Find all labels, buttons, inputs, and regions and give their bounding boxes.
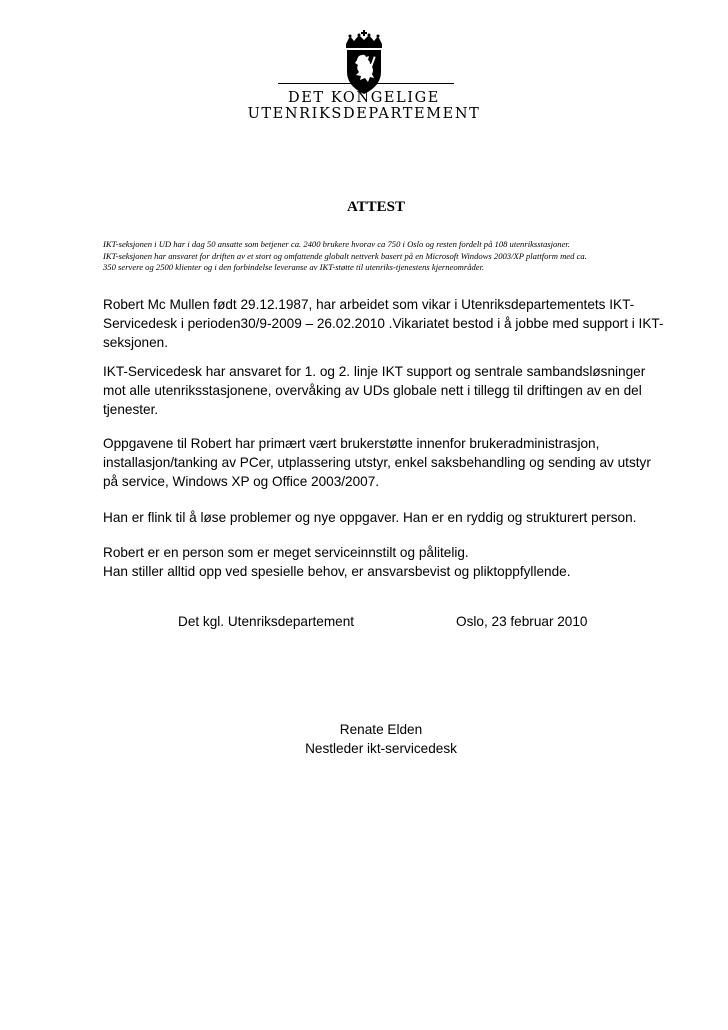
intro-line: 350 servere og 2500 klienter og i den forbindelse leveranse av IKT-støtte til utenriks-tjenestens kjerneområder.	[103, 262, 485, 272]
sender-name: Det kgl. Utenriksdepartement	[178, 614, 355, 629]
paragraph-line: mot alle utenriksstasjonene, overvåking av UDs globale nett i tillegg til driftingen av en del	[103, 383, 642, 398]
paragraph-character	[103, 543, 673, 581]
org-name-line-2: UTENRIKSDEPARTEMENT	[247, 106, 481, 122]
paragraph-tasks	[103, 434, 673, 491]
paragraph-line: installasjon/tanking av PCer, utplassering utstyr, enkel saksbehandling og sending av utstyr	[103, 455, 651, 470]
paragraph-line: tjenester.	[103, 402, 159, 417]
document-title: ATTEST	[346, 199, 406, 215]
paragraph-employment	[103, 295, 673, 352]
paragraph-line: på service, Windows XP og Office 2003/2007.	[103, 474, 380, 489]
paragraph-servicedesk	[103, 362, 673, 419]
paragraph-line: Han stiller alltid opp ved spesielle behov, er ansvarsbevist og pliktoppfyllende.	[103, 564, 571, 579]
paragraph-line: IKT-Servicedesk har ansvaret for 1. og 2. linje IKT support og sentrale sambandsløsninger	[103, 364, 646, 379]
signature-block	[0, 720, 728, 758]
paragraph-line: Servicedesk i perioden30/9-2009 – 26.02.2010 .Vikariatet bestod i å jobbe med support i IKT-	[103, 316, 664, 331]
letterhead-rule	[278, 83, 454, 84]
paragraph-line: Robert Mc Mullen født 29.12.1987, har arbeidet som vikar i Utenriksdepartementets IKT-	[103, 297, 635, 312]
paragraph-skills: Han er flink til å løse problemer og nye oppgaver. Han er en ryddig og strukturert person.	[103, 510, 637, 525]
intro-line: IKT-seksjonen har ansvaret for driften av et stort og omfattende globalt nettverk basert på en Microsoft Windows 2003/XP plattform med ca.	[103, 250, 587, 261]
paragraph-line: seksjonen.	[103, 335, 168, 350]
org-name-line-1: DET KONGELIGE	[287, 90, 440, 106]
signer-title: Nestleder ikt-servicedesk	[305, 741, 457, 756]
paragraph-line: Oppgavene til Robert har primært vært brukerstøtte innenfor brukeradministrasjon,	[103, 436, 600, 451]
place-date: Oslo, 23 februar 2010	[456, 614, 588, 629]
intro-line: IKT-seksjonen i UD har i dag 50 ansatte som betjener ca. 2400 brukere hvorav ca 750 i Oslo og resten fordelt på 108 utenriksstasjoner.	[103, 239, 570, 249]
intro-block	[103, 239, 663, 274]
paragraph-line: Robert er en person som er meget serviceinnstilt og pålitelig.	[103, 545, 469, 560]
signer-name: Renate Elden	[339, 722, 423, 737]
